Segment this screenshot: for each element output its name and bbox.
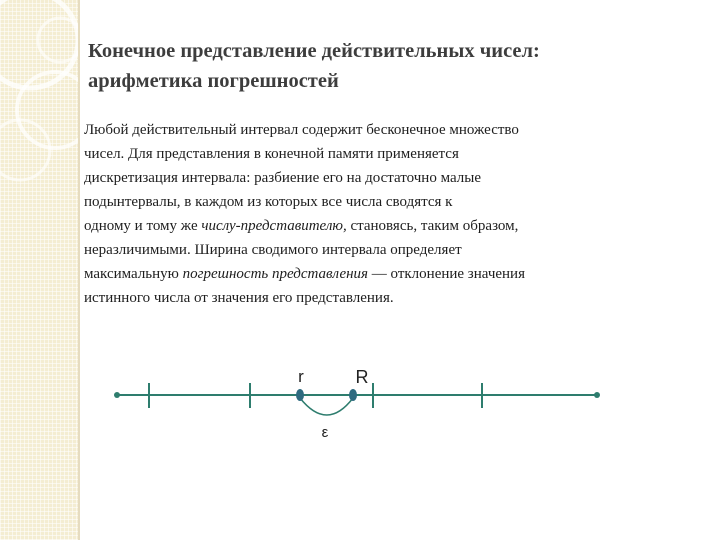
term-number-representative: числу-представителю, [201, 218, 347, 234]
paragraph-line-1: Любой действительный интервал содержит бесконечное множество [84, 122, 519, 138]
title-line-1: Конечное представление действительных чисел: [88, 40, 540, 62]
paragraph-line-4: подынтервалы, в каждом из которых все числа сводятся к [84, 194, 453, 210]
epsilon-arc [300, 398, 353, 415]
label-r: r [298, 367, 304, 386]
line-7-prefix: максимальную [84, 266, 183, 282]
slide-title [88, 36, 678, 96]
paragraph-line-3: дискретизация интервала: разбиение его на достаточно малые [84, 170, 481, 186]
line-5-prefix: одному и тому же [84, 218, 202, 234]
line-start-dot [114, 392, 120, 398]
side-band-edge [78, 0, 80, 540]
point-r [296, 389, 304, 401]
label-R: R [355, 367, 369, 387]
body-paragraph [84, 118, 644, 310]
paragraph-line-7 [84, 262, 644, 286]
term-representation-error: погрешность представления [182, 266, 369, 282]
label-epsilon: ε [321, 424, 329, 440]
number-line-diagram [0, 350, 720, 440]
paragraph-line-5 [84, 214, 644, 238]
line-5-suffix: становясь, таким образом, [346, 218, 519, 234]
line-7-suffix: — отклонение значения [368, 266, 525, 282]
title-line-2: арифметика погрешностей [88, 70, 339, 92]
paragraph-line-8: истинного числа от значения его представления. [84, 290, 394, 306]
paragraph-line-2: чисел. Для представления в конечной памяти применяется [84, 146, 459, 162]
side-circles-ornament [0, 0, 78, 540]
point-R [349, 389, 357, 401]
line-end-dot [594, 392, 600, 398]
paragraph-line-6: неразличимыми. Ширина сводимого интервала определяет [84, 242, 462, 258]
